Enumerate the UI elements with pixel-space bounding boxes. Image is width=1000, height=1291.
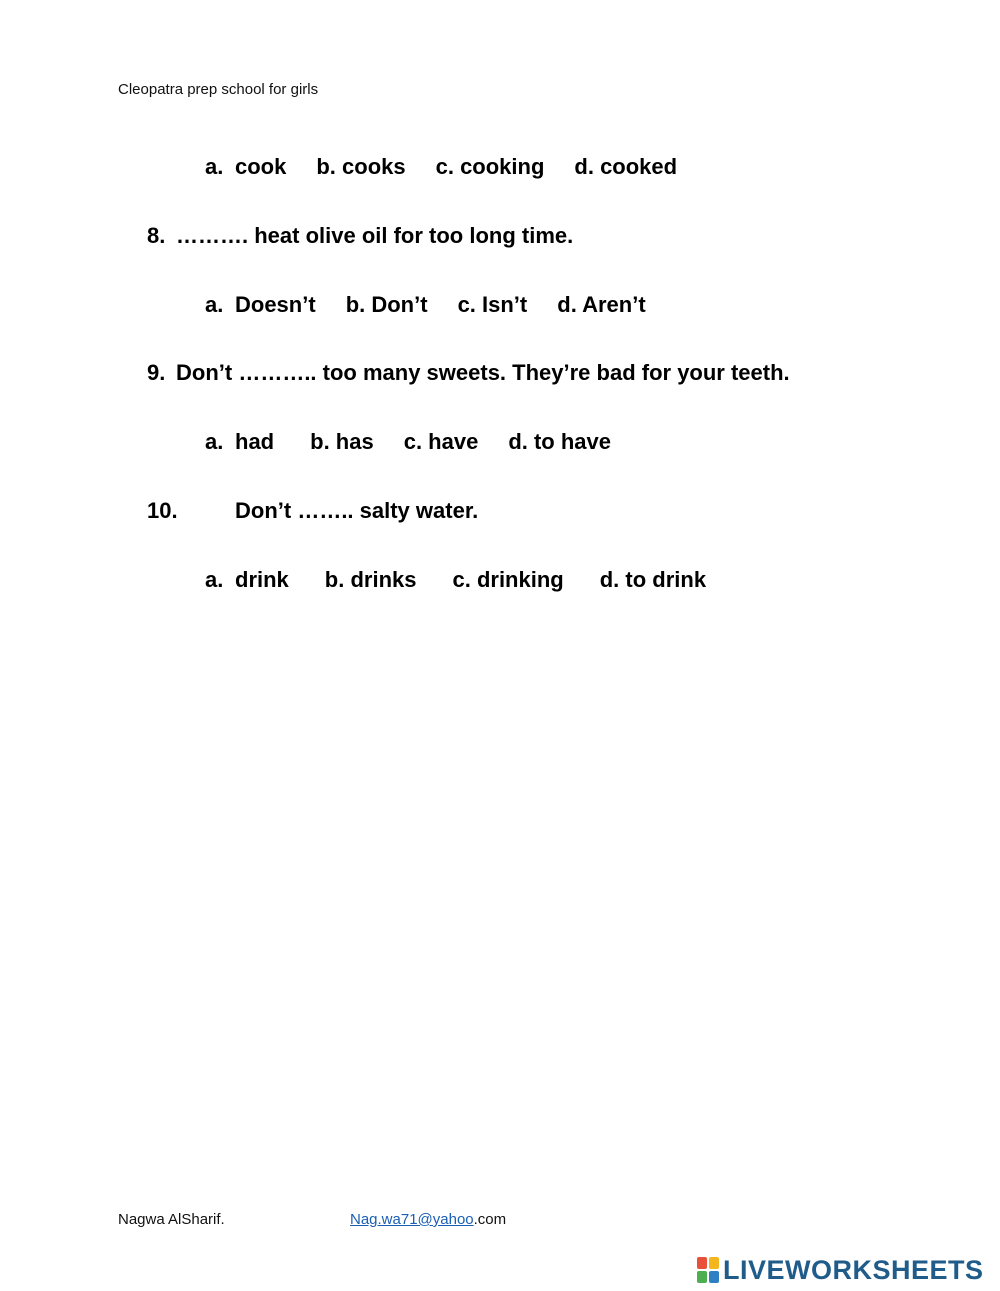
liveworksheets-logo-icon xyxy=(697,1257,719,1283)
option-c[interactable]: c. Isn’t xyxy=(457,292,528,317)
option-b[interactable]: b. Don’t xyxy=(345,292,428,317)
q8-options xyxy=(205,292,646,318)
question-text: Don’t ……….. too many sweets. They’re bad for your teeth. xyxy=(176,360,790,385)
logo-square-green xyxy=(697,1271,707,1283)
question-number: 8. xyxy=(147,223,166,248)
option-b[interactable]: b. has xyxy=(310,429,374,454)
option-c[interactable]: c. drinking xyxy=(452,567,564,592)
option-a[interactable]: Doesn’t xyxy=(235,292,316,317)
option-d[interactable]: d. to have xyxy=(508,429,611,454)
option-b[interactable]: b. drinks xyxy=(324,567,417,592)
option-a[interactable]: had xyxy=(235,429,275,454)
option-b[interactable]: b. cooks xyxy=(316,154,406,179)
liveworksheets-logo[interactable] xyxy=(697,1252,984,1288)
question-text: ………. heat olive oil for too long time. xyxy=(176,223,574,248)
option-a-letter: a. xyxy=(205,154,224,179)
option-a[interactable]: cook xyxy=(235,154,287,179)
logo-text: LIVEWORKSHEETS xyxy=(723,1254,984,1285)
author-name: Nagwa AlSharif. xyxy=(118,1211,225,1228)
question-10 xyxy=(147,498,478,524)
school-header: Cleopatra prep school for girls xyxy=(118,81,319,98)
option-c[interactable]: c. have xyxy=(403,429,479,454)
question-text: Don’t …….. salty water. xyxy=(235,498,479,523)
option-d[interactable]: d. to drink xyxy=(599,567,707,592)
option-a[interactable]: drink xyxy=(235,567,289,592)
option-a-letter: a. xyxy=(205,567,224,592)
logo-square-blue xyxy=(709,1271,719,1283)
author-email xyxy=(350,1211,506,1228)
q7-options xyxy=(205,154,677,180)
logo-square-yellow xyxy=(709,1257,719,1269)
option-d[interactable]: d. cooked xyxy=(574,154,678,179)
logo-square-red xyxy=(697,1257,707,1269)
question-number: 9. xyxy=(147,360,166,385)
option-a-letter: a. xyxy=(205,429,224,454)
option-a-letter: a. xyxy=(205,292,224,317)
question-9 xyxy=(147,360,790,386)
email-suffix: .com xyxy=(473,1211,507,1228)
q9-options xyxy=(205,429,611,455)
option-c[interactable]: c. cooking xyxy=(435,154,545,179)
question-number: 10. xyxy=(147,498,178,523)
option-d[interactable]: d. Aren’t xyxy=(557,292,646,317)
q10-options xyxy=(205,567,706,593)
question-8 xyxy=(147,223,573,249)
email-link[interactable]: Nag.wa71@yahoo xyxy=(350,1211,474,1228)
